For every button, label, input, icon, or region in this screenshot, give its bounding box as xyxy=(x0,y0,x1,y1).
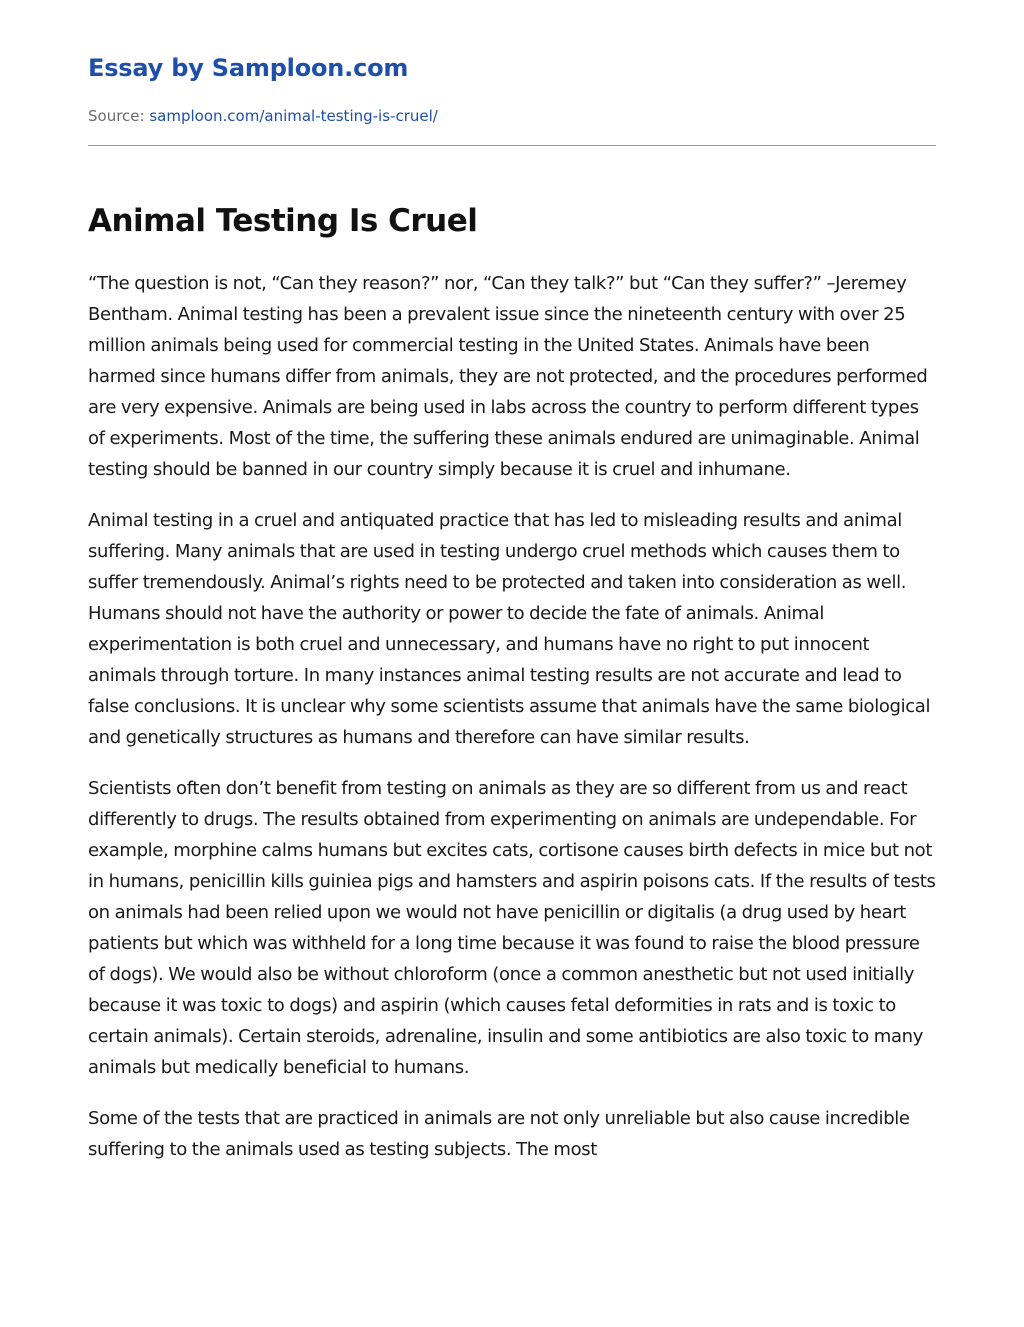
site-brand[interactable]: Essay by Samploon.com xyxy=(88,54,409,82)
essay-paragraph: “The question is not, “Can they reason?” nor, “Can they talk?” but “Can they suffer?” –Jeremey Bentham. Animal testing has been a prevalent issue since the nineteenth century with over 25 million animals being used for commercial testing in the United States. Animals have been harmed since humans differ from animals, they are not protected, and the procedures performed are very expensive. Animals are being used in labs across the country to perform different types of experiments. Most of the time, the suffering these animals endured are unimaginable. Animal testing should be banned in our country simply because it is cruel and inhumane. xyxy=(88,273,928,480)
essay-paragraph: Scientists often don’t benefit from testing on animals as they are so different from us and react differently to drugs. The results obtained from experimenting on animals are undependable. For example, morphine calms humans but excites cats, cortisone causes birth defects in mice but not in humans, penicillin kills guiniea pigs and hamsters and aspirin poisons cats. If the results of tests on animals had been relied upon we would not have penicillin or digitalis (a drug used by heart patients but which was withheld for a long time because it was found to raise the blood pressure of dogs). We would also be without chloroform (once a common anesthetic but not used initially because it was toxic to dogs) and aspirin (which causes fetal deformities in rats and is toxic to certain animals). Certain steroids, adrenaline, insulin and some antibiotics are also toxic to many animals but medically beneficial to humans. xyxy=(88,778,936,1078)
source-label: Source: xyxy=(88,107,145,125)
header-divider xyxy=(88,145,936,146)
essay-paragraph: Animal testing in a cruel and antiquated practice that has led to misleading results and animal suffering. Many animals that are used in testing undergo cruel methods which causes them to suffer tremendously. Animal’s rights need to be protected and taken into consideration as well. Humans should not have the authority or power to decide the fate of animals. Animal experimentation is both cruel and unnecessary, and humans have no right to put innocent animals through torture. In many instances animal testing results are not accurate and lead to false conclusions. It is unclear why some scientists assume that animals have the same biological and genetically structures as humans and therefore can have similar results. xyxy=(88,510,931,748)
essay-paragraph: Some of the tests that are practiced in animals are not only unreliable but also cause incredible suffering to the animals used as testing subjects. The most xyxy=(88,1108,910,1160)
source-line xyxy=(88,107,438,125)
source-link[interactable]: samploon.com/animal-testing-is-cruel/ xyxy=(149,107,438,125)
essay-body xyxy=(88,268,936,1185)
essay-title: Animal Testing Is Cruel xyxy=(88,203,478,239)
